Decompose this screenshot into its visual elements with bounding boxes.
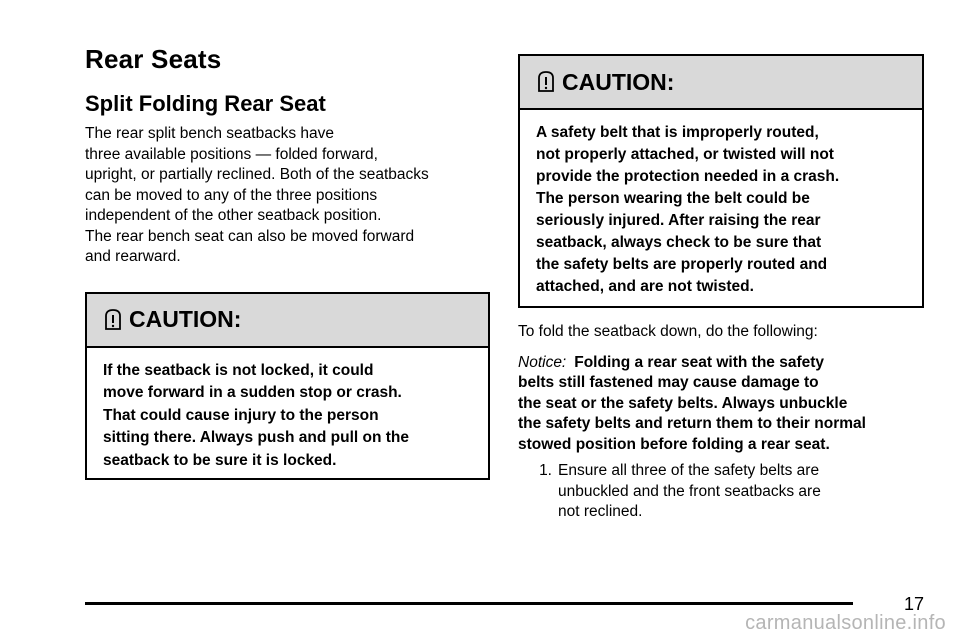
page-number: 17 [903,594,924,614]
steps-list [518,461,924,523]
caution-header [520,56,922,110]
caution-symbol-icon [103,308,123,332]
right-column [518,54,924,523]
notice-text: Folding a rear seat with the safety belts still fastened may cause damage to the seat or the safety belts. Always unbuckle the safety belts and return them to their normal stowed position before folding a rear seat. [518,353,866,453]
caution-text: A safety belt that is improperly routed, not properly attached, or twisted will not provide the protection needed in a crash. The person wearing the belt could be seriously injured. After raising the rear seatback, always check to be sure that the safety belts are properly routed and attached, and are not twisted. [536,124,840,295]
caution-header [87,294,488,348]
page-title: Rear Seats [85,44,222,74]
caution-box-seatback-lock [85,292,490,480]
caution-text: If the seatback is not locked, it could move forward in a sudden stop or crash. That could cause injury to the person sitting there. Always push and pull on the seatback to be sure it is locked. [103,361,410,469]
caution-title: CAUTION: [562,68,675,95]
section-title: Split Folding Rear Seat [85,91,326,116]
notice-paragraph [518,353,924,456]
step-text: Ensure all three of the safety belts are unbuckled and the front seatbacks are not reclined. [558,462,821,520]
footer-rule [85,602,853,605]
notice-label: Notice: [518,353,567,371]
watermark: carmanualsonline.info [745,612,946,634]
list-item [518,461,924,523]
fold-intro-text: To fold the seatback down, do the following: [518,323,818,340]
caution-symbol-icon [536,70,556,94]
left-column [85,38,490,480]
step-number: 1. [539,462,552,479]
caution-box-safety-belt [518,54,924,308]
caution-title: CAUTION: [129,306,242,332]
intro-paragraph: The rear split bench seatbacks have three available positions — folded forward, upright, or partially reclined. Both of the seatbacks can be moved to any of the three positions independent of the other seatback position. The rear bench seat can also be moved forward and rearward. [85,125,429,265]
